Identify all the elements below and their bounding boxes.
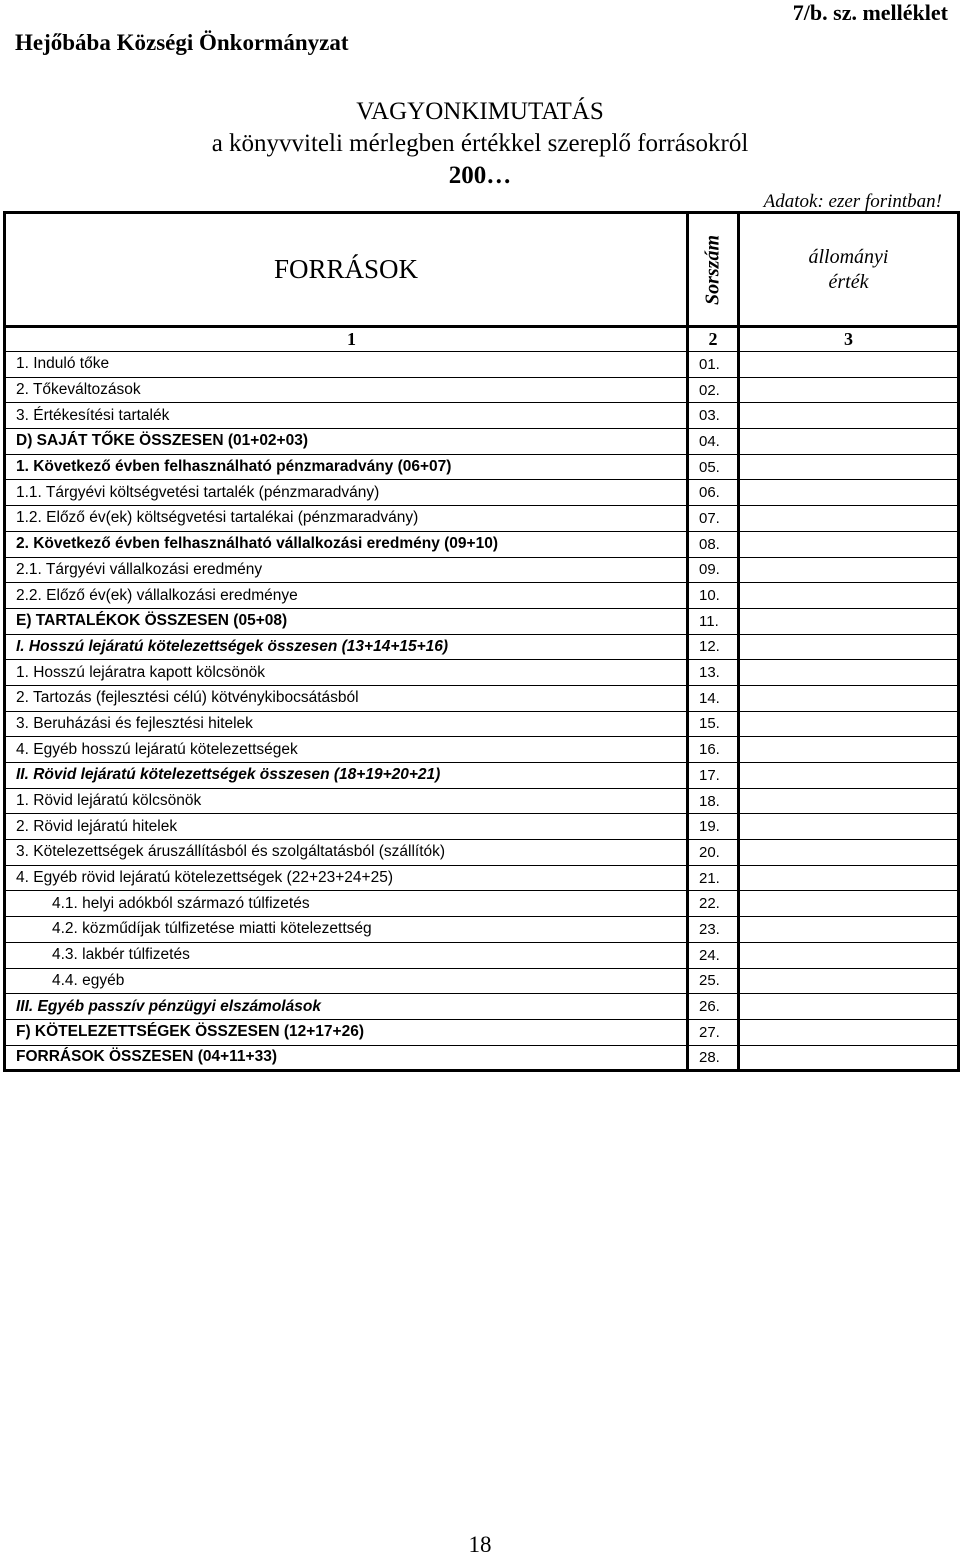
table-row — [5, 352, 959, 378]
row-value[interactable] — [739, 788, 959, 814]
row-label: 4.4. egyéb — [5, 968, 688, 994]
row-value[interactable] — [739, 840, 959, 866]
row-label: 4.2. közműdíjak túlfizetése miatti kötelezettség — [5, 917, 688, 943]
row-label: 2.2. Előző év(ek) vállalkozási eredménye — [5, 583, 688, 609]
table-row — [5, 891, 959, 917]
row-serial: 08. — [688, 531, 739, 557]
column-number-row — [5, 327, 959, 352]
row-serial: 12. — [688, 634, 739, 660]
row-value[interactable] — [739, 660, 959, 686]
row-value[interactable] — [739, 583, 959, 609]
row-serial: 21. — [688, 865, 739, 891]
row-label: III. Egyéb passzív pénzügyi elszámolások — [5, 994, 688, 1020]
row-value[interactable] — [739, 737, 959, 763]
row-serial: 18. — [688, 788, 739, 814]
table-row — [5, 506, 959, 532]
table-row — [5, 942, 959, 968]
document-title — [0, 96, 960, 192]
row-label: 1. Rövid lejáratú kölcsönök — [5, 788, 688, 814]
row-value[interactable] — [739, 352, 959, 378]
table-row — [5, 531, 959, 557]
row-serial: 02. — [688, 377, 739, 403]
row-label: 1. Induló tőke — [5, 352, 688, 378]
row-value[interactable] — [739, 968, 959, 994]
row-label: 4. Egyéb rövid lejáratú kötelezettségek (22+23+24+25) — [5, 865, 688, 891]
row-serial: 17. — [688, 763, 739, 789]
units-note: Adatok: ezer forintban! — [763, 191, 942, 212]
row-serial: 05. — [688, 454, 739, 480]
title-year: 200… — [448, 162, 512, 189]
table-row — [5, 377, 959, 403]
table-row — [5, 557, 959, 583]
row-serial: 06. — [688, 480, 739, 506]
row-serial: 04. — [688, 429, 739, 455]
table-row — [5, 608, 959, 634]
row-value[interactable] — [739, 634, 959, 660]
row-serial: 15. — [688, 711, 739, 737]
header-sorszam-label: Sorszám — [701, 234, 724, 305]
row-value[interactable] — [739, 480, 959, 506]
row-label: 2.1. Tárgyévi vállalkozási eredmény — [5, 557, 688, 583]
row-label: F) KÖTELEZETTSÉGEK ÖSSZESEN (12+17+26) — [5, 1019, 688, 1045]
row-serial: 23. — [688, 917, 739, 943]
table-row — [5, 788, 959, 814]
row-label: I. Hosszú lejáratú kötelezettségek összesen (13+14+15+16) — [5, 634, 688, 660]
table-row — [5, 1045, 959, 1071]
table-row — [5, 711, 959, 737]
table-row — [5, 454, 959, 480]
organization-name: Hejőbába Községi Önkormányzat — [15, 30, 349, 55]
row-serial: 20. — [688, 840, 739, 866]
row-label: II. Rövid lejáratú kötelezettségek összesen (18+19+20+21) — [5, 763, 688, 789]
table-row — [5, 660, 959, 686]
table-row — [5, 685, 959, 711]
row-serial: 16. — [688, 737, 739, 763]
row-serial: 07. — [688, 506, 739, 532]
row-value[interactable] — [739, 814, 959, 840]
row-serial: 26. — [688, 994, 739, 1020]
table-row — [5, 429, 959, 455]
table-row — [5, 403, 959, 429]
row-serial: 10. — [688, 583, 739, 609]
table-row — [5, 583, 959, 609]
row-label: 1. Következő évben felhasználható pénzmaradvány (06+07) — [5, 454, 688, 480]
row-label: 3. Beruházási és fejlesztési hitelek — [5, 711, 688, 737]
row-serial: 09. — [688, 557, 739, 583]
table-row — [5, 1019, 959, 1045]
row-label: 2. Tartozás (fejlesztési célú) kötvénykibocsátásból — [5, 685, 688, 711]
table-row — [5, 814, 959, 840]
row-serial: 19. — [688, 814, 739, 840]
row-label: 2. Következő évben felhasználható vállalkozási eredmény (09+10) — [5, 531, 688, 557]
row-label: D) SAJÁT TŐKE ÖSSZESEN (01+02+03) — [5, 429, 688, 455]
row-value[interactable] — [739, 942, 959, 968]
row-serial: 28. — [688, 1045, 739, 1071]
row-label: 4. Egyéb hosszú lejáratú kötelezettségek — [5, 737, 688, 763]
row-label: 1.1. Tárgyévi költségvetési tartalék (pénzmaradvány) — [5, 480, 688, 506]
row-label: 4.3. lakbér túlfizetés — [5, 942, 688, 968]
row-value[interactable] — [739, 711, 959, 737]
row-serial: 13. — [688, 660, 739, 686]
row-value[interactable] — [739, 557, 959, 583]
row-label: FORRÁSOK ÖSSZESEN (04+11+33) — [5, 1045, 688, 1071]
table-header-row — [5, 213, 959, 327]
row-label: E) TARTALÉKOK ÖSSZESEN (05+08) — [5, 608, 688, 634]
row-serial: 11. — [688, 608, 739, 634]
row-value[interactable] — [739, 685, 959, 711]
row-value[interactable] — [739, 763, 959, 789]
row-serial: 14. — [688, 685, 739, 711]
table-row — [5, 737, 959, 763]
table-row — [5, 917, 959, 943]
row-label: 4.1. helyi adókból származó túlfizetés — [5, 891, 688, 917]
row-label: 3. Értékesítési tartalék — [5, 403, 688, 429]
table-row — [5, 480, 959, 506]
row-value[interactable] — [739, 531, 959, 557]
header-forrasok: FORRÁSOK — [5, 213, 688, 327]
sources-table — [3, 211, 960, 1072]
row-serial: 24. — [688, 942, 739, 968]
title-main: VAGYONKIMUTATÁS — [356, 98, 604, 125]
table-row — [5, 994, 959, 1020]
row-serial: 25. — [688, 968, 739, 994]
header-sorszam — [688, 213, 739, 327]
row-label: 2. Rövid lejáratú hitelek — [5, 814, 688, 840]
annex-label: 7/b. sz. melléklet — [792, 0, 948, 25]
row-label: 3. Kötelezettségek áruszállításból és szolgáltatásból (szállítók) — [5, 840, 688, 866]
row-value[interactable] — [739, 917, 959, 943]
row-value[interactable] — [739, 454, 959, 480]
row-label: 1.2. Előző év(ek) költségvetési tartalékai (pénzmaradvány) — [5, 506, 688, 532]
row-serial: 27. — [688, 1019, 739, 1045]
table-row — [5, 865, 959, 891]
row-value[interactable] — [739, 377, 959, 403]
page-number: 18 — [468, 1532, 492, 1557]
row-value[interactable] — [739, 891, 959, 917]
row-label: 1. Hosszú lejáratra kapott kölcsönök — [5, 660, 688, 686]
row-serial: 22. — [688, 891, 739, 917]
row-value[interactable] — [739, 608, 959, 634]
row-value[interactable] — [739, 1019, 959, 1045]
column-number-3: 3 — [739, 327, 959, 352]
column-number-2: 2 — [688, 327, 739, 352]
table-row — [5, 763, 959, 789]
table-row — [5, 968, 959, 994]
header-allomanyi-ertek — [739, 213, 959, 327]
row-value[interactable] — [739, 994, 959, 1020]
row-serial: 01. — [688, 352, 739, 378]
title-subtitle: a könyvviteli mérlegben értékkel szereplő forrásokról — [211, 130, 749, 157]
row-value[interactable] — [739, 865, 959, 891]
table-row — [5, 634, 959, 660]
table-row — [5, 840, 959, 866]
row-value[interactable] — [739, 1045, 959, 1071]
row-value[interactable] — [739, 429, 959, 455]
column-number-1: 1 — [5, 327, 688, 352]
row-serial: 03. — [688, 403, 739, 429]
row-value[interactable] — [739, 403, 959, 429]
row-value[interactable] — [739, 506, 959, 532]
row-label: 2. Tőkeváltozások — [5, 377, 688, 403]
header-allomanyi-label: állományi érték — [808, 245, 889, 293]
